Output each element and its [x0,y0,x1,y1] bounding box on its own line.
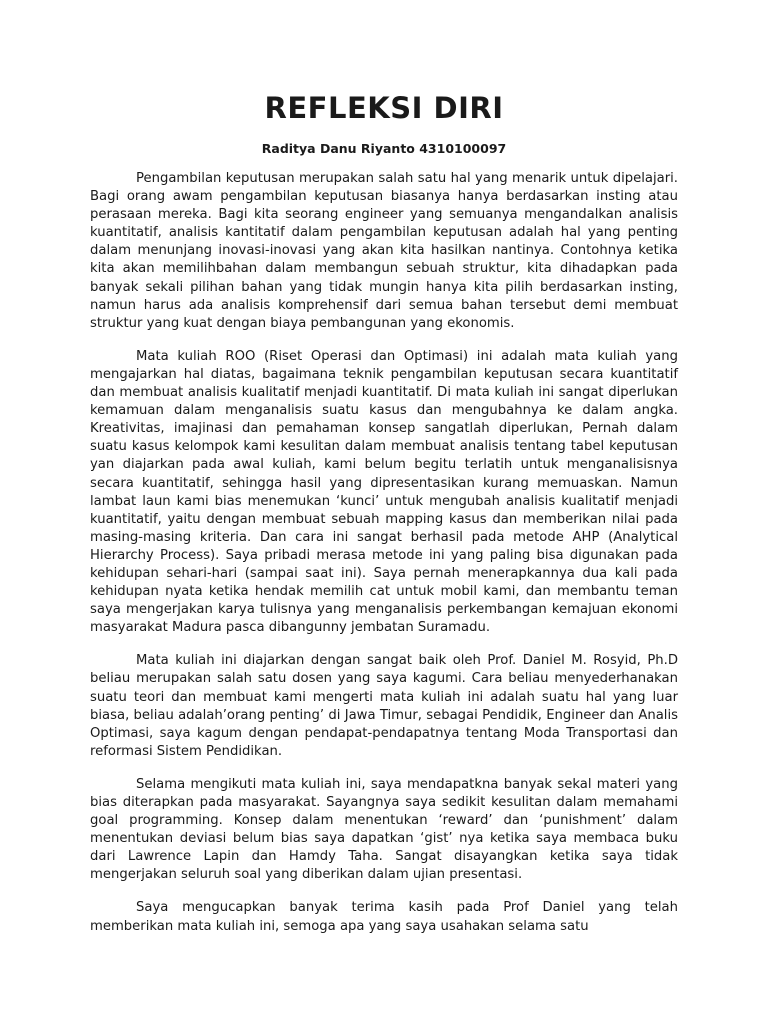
paragraph: Selama mengikuti mata kuliah ini, saya mendapatkna banyak sekal materi yang bias diterapkan pada masyarakat. Sayangnya saya sedikit kesulitan dalam memahami goal programming. Konsep dalam menentukan ‘reward’ dan ‘punishment’ dalam menentukan deviasi belum bias saya dapatkan ‘gist’ nya ketika saya membaca buku dari Lawrence Lapin dan Hamdy Taha. Sangat disayangkan ketika saya tidak mengerjakan seluruh soal yang diberikan dalam ujian presentasi. [90,776,678,883]
paragraph: Pengambilan keputusan merupakan salah satu hal yang menarik untuk dipelajari. Bagi orang awam pengambilan keputusan biasanya hanya berdasarkan insting atau perasaan mereka. Bagi kita seorang engineer yang semuanya mengandalkan analisis kuantitatif, analisis kantitatif dalam pengambilan keputusan adalah hal yang penting dalam menunjang inovasi-inovasi yang akan kita hasilkan nantinya. Contohnya ketika kita akan memilihbahan dalam membangun sebuah struktur, kita dihadapkan pada banyak sekali pilihan bahan yang tidak mungin hanya kita pilih berdasarkan insting, namun harus ada analisis komprehensif dari semua bahan tersebut demi membuat struktur yang kuat dengan biaya pembangunan yang ekonomis. [90,171,678,331]
author-line: Raditya Danu Riyanto 4310100097 [261,141,507,156]
paragraph: Mata kuliah ini diajarkan dengan sangat baik oleh Prof. Daniel M. Rosyid, Ph.D beliau merupakan salah satu dosen yang saya kagumi. Cara beliau menyederhanakan suatu teori dan membuat kami mengerti mata kuliah ini adalah suatu hal yang luar biasa, beliau adalah’orang penting’ di Jawa Timur, sebagai Pendidik, Engineer dan Analis Optimasi, saya kagum dengan pendapat-pendapatnya tentang Moda Transportasi dan reformasi Sistem Pendidikan. [90,653,678,759]
paragraph: Saya mengucapkan banyak terima kasih pada Prof Daniel yang telah memberikan mata kuliah ini, semoga apa yang saya usahakan selama satu [90,900,678,934]
document-title: REFLEKSI DIRI [264,91,504,125]
paragraph: Mata kuliah ROO (Riset Operasi dan Optimasi) ini adalah mata kuliah yang mengajarkan hal diatas, bagaimana teknik pengambilan keputusan secara kuantitatif dan membuat analisis kualitatif menjadi kuantitatif. Di mata kuliah ini sangat diperlukan kemamuan dalam menganalisis suatu kasus dan mengubahnya ke dalam angka. Kreativitas, imajinasi dan pemahaman konsep sangatlah diperlukan, Pernah dalam suatu kasus kelompok kami kesulitan dalam membuat analisis tentang tabel keputusan yan diajarkan pada awal kuliah, kami belum begitu terlatih untuk menganalisisnya secara kuantitatif, sehingga hasil yang dipresentasikan kurang memuaskan. Namun lambat laun kami bias menemukan ‘kunci’ untuk mengubah analisis kualitatif menjadi kuantitatif, yaitu dengan membuat sebuah mapping kasus dan memberikan nilai pada masing-masing kriteria. Dan cara ini sangat berhasil pada metode AHP (Analytical Hierarchy Process). Saya pribadi merasa metode ini yang paling bisa digunakan pada kehidupan sehari-hari (sampai saat ini). Saya pernah menerapkannya dua kali pada kehidupan nyata ketika hendak memilih cat untuk mobil kami, dan membantu teman saya mengerjakan karya tulisnya yang menganalisis perkembangan kemajuan ekonomi masyarakat Madura pasca dibangunny jembatan Suramadu. [90,348,678,636]
document-body [90,170,678,936]
document-page [90,86,678,951]
